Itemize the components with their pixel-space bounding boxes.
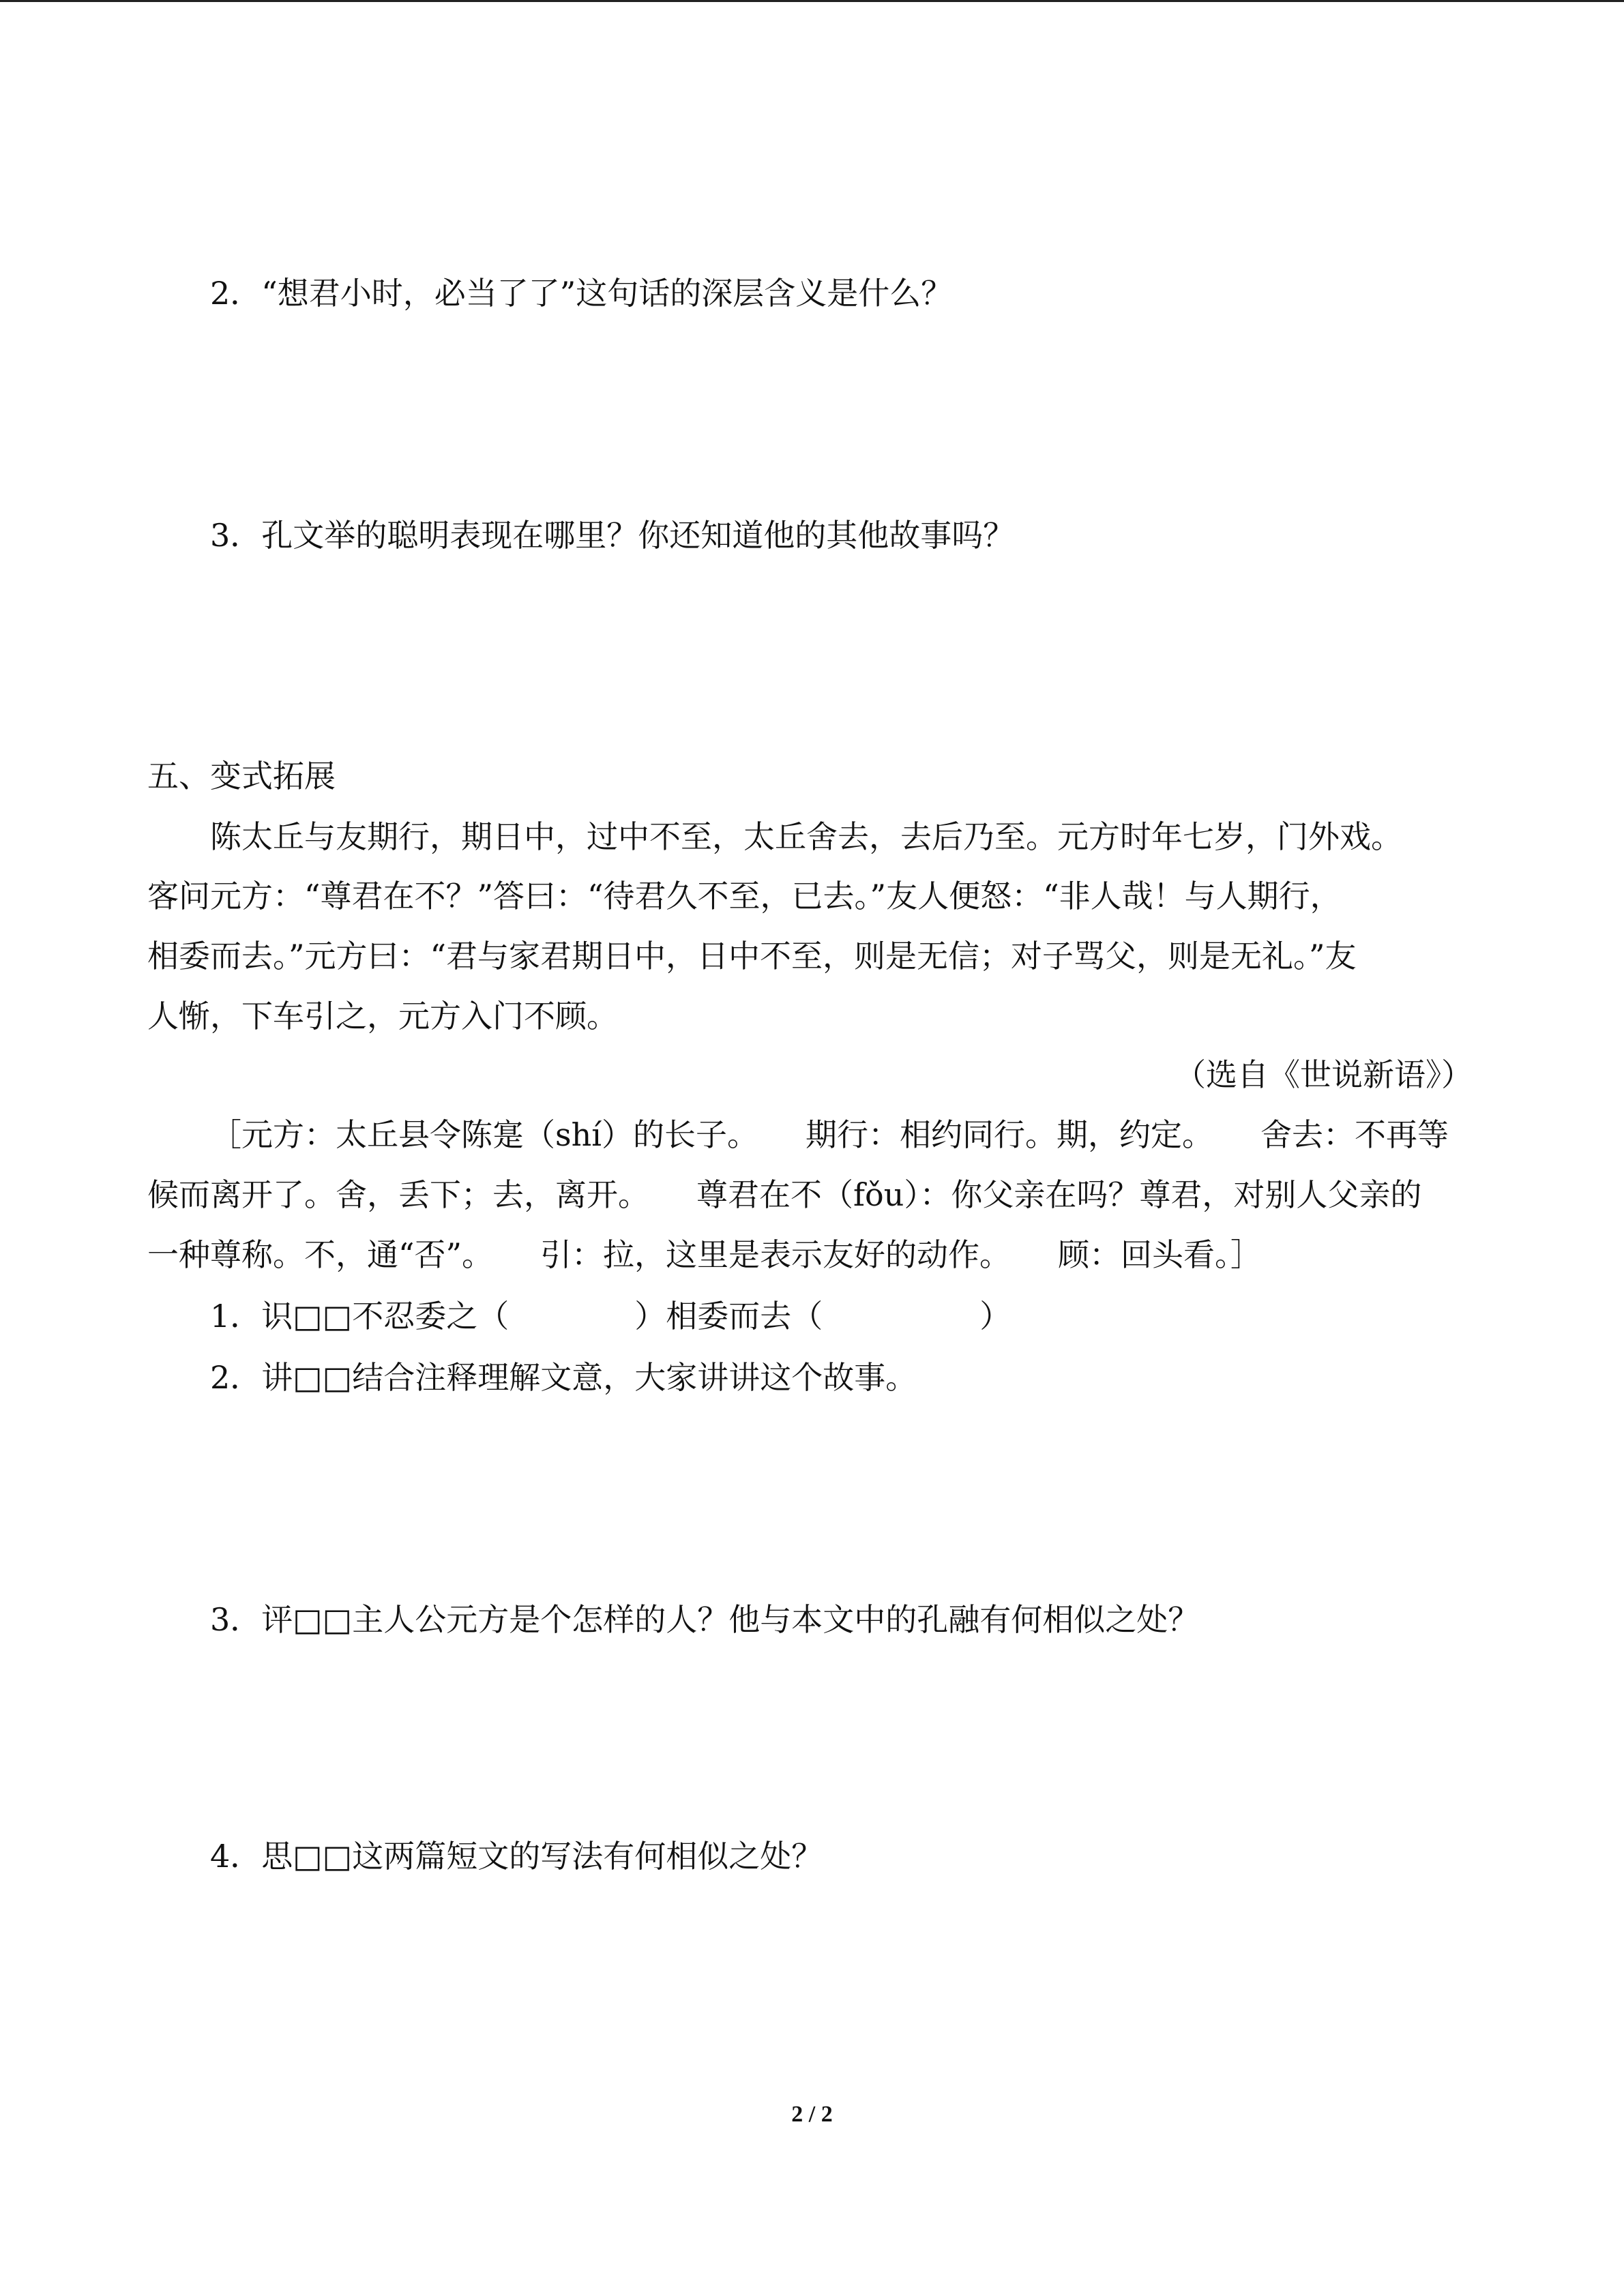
task-4-reflect: 4．思□□这两篇短文的写法有何相似之处？ [210, 1838, 823, 1875]
page-number: 2 / 2 [791, 2102, 833, 2127]
passage-line: 相委而去。”元方曰：“君与家君期日中，日中不至，则是无信；对子骂父，则是无礼。”友 [147, 938, 1357, 974]
annotation-line: 一种尊称。不，通“否”。 引：拉，这里是表示友好的动作。 顾：回头看。］ [147, 1236, 1263, 1273]
task-3-evaluate: 3．评□□主人公元方是个怎样的人？他与本文中的孔融有何相似之处？ [210, 1601, 1200, 1638]
task-1-identify: 1．识□□不忍委之（ ）相委而去（ ） [210, 1298, 1012, 1335]
source-citation: （选自《世说新语》） [1175, 1056, 1473, 1093]
question-3-kong-wenju: 3．孔文举的聪明表现在哪里？你还知道他的其他故事吗？ [210, 517, 1015, 554]
passage-line: 陈太丘与友期行，期日中，过中不至，太丘舍去，去后乃至。元方时年七岁，门外戏。 [210, 818, 1402, 855]
passage-line: 客问元方：“尊君在不？”答曰：“待君久不至，已去。”友人便怒：“非人哉！与人期行， [147, 878, 1342, 914]
annotation-line: 候而离开了。舍，丢下；去，离开。 尊君在不（fǒu）：你父亲在吗？尊君，对别人父亲的 [147, 1176, 1422, 1213]
top-border-line [0, 0, 1624, 2]
passage-line: 人惭，下车引之，元方入门不顾。 [147, 998, 618, 1034]
task-2-explain: 2．讲□□结合注释理解文意，大家讲讲这个故事。 [210, 1359, 917, 1396]
annotation-line: ［元方：太丘县令陈寔（shí）的长子。 期行：相约同行。期，约定。 舍去：不再等 [210, 1116, 1449, 1153]
section-heading: 五、变式拓展 [147, 758, 336, 794]
question-2-meaning: 2．“想君小时，必当了了”这句话的深层含义是什么？ [210, 275, 953, 312]
